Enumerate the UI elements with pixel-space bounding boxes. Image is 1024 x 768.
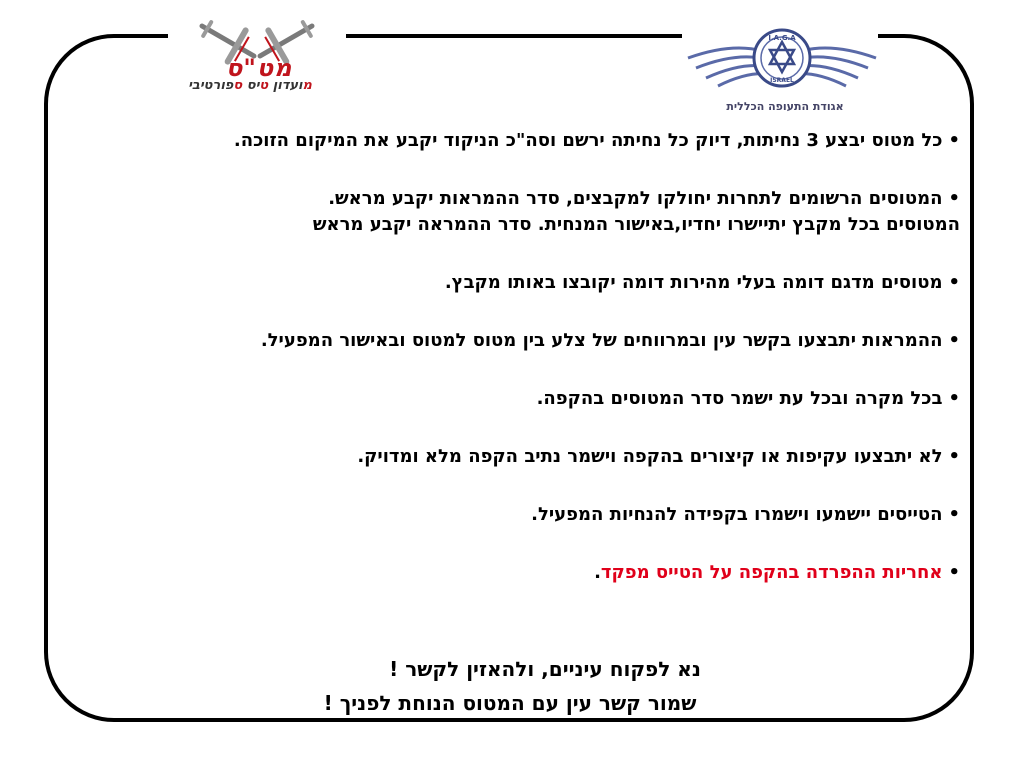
rule-text: ההמראות יתבצעו בקשר עין ובמרווחים של צלע בין מטוס למטוס ובאישור המפעיל. — [260, 330, 943, 351]
closing-line-2: שמור קשר עין עם המטוס הנוחת לפניך ! — [323, 691, 697, 715]
rule-item-5 — [60, 386, 960, 412]
rule-text-emphasis: אחריות ההפרדה בהקפה על הטייס מפקד — [600, 562, 943, 583]
bullet-icon: • — [948, 272, 960, 293]
bullet-icon: • — [948, 188, 960, 209]
rule-text: לא יתבצעו עקיפות או קיצורים בהקפה וישמר נתיב הקפה מלא ומדויק. — [357, 446, 943, 467]
rules-list — [60, 128, 960, 618]
wings-badge-icon — [684, 18, 880, 102]
rule-text: הטייסים יישמעו וישמרו בקפידה להנחיות המפעיל. — [531, 504, 943, 525]
metas-club-logo — [172, 18, 342, 108]
bullet-icon: • — [948, 504, 960, 525]
rule-text: כל מטוס יבצע 3 נחיתות, דיוק כל נחיתה ירשם וסה"כ הניקוד יקבע את המיקום הזוכה. — [233, 130, 943, 151]
bullet-icon: • — [948, 562, 960, 583]
rule-item-3 — [60, 270, 960, 296]
rule-item-4 — [60, 328, 960, 354]
club-logo-subtitle — [172, 78, 328, 93]
badge-bottom-text: ISRAEL — [770, 77, 794, 84]
rule-text: המטוסים הרשומים לתחרות יחולקו למקבצים, סדר ההמראות יקבע מראש. — [328, 188, 943, 209]
club-subtitle-word-1: ועדון — [268, 78, 303, 93]
club-subtitle-word-3: פורטיבי — [188, 78, 234, 93]
club-subtitle-initial-3: ס — [233, 78, 243, 93]
rule-text-period: . — [594, 562, 601, 583]
bullet-icon: • — [948, 130, 960, 151]
club-subtitle-initial-2: ט — [259, 78, 269, 93]
bullet-icon: • — [948, 446, 960, 467]
club-logo-title: מט"ס — [226, 54, 293, 82]
bullet-icon: • — [948, 330, 960, 351]
badge-top-text: I.A.G.A — [768, 34, 796, 42]
bullet-icon: • — [948, 388, 960, 409]
rule-item-2 — [60, 186, 960, 238]
rule-text: בכל מקרה ובכל עת ישמר סדר המטוסים בהקפה. — [536, 388, 943, 409]
iaga-winged-logo — [684, 18, 880, 122]
club-subtitle-initial-1: מ — [302, 78, 312, 93]
club-subtitle-word-2: יס — [242, 78, 260, 93]
iaga-caption: אגודת התעופה הכללית — [726, 100, 844, 113]
rule-item-6 — [60, 444, 960, 470]
rule-item-8 — [60, 560, 960, 586]
rule-text: מטוסים מדגם דומה בעלי מהירות דומה יקובצו באותו מקבץ. — [444, 272, 943, 293]
closing-line-1: נא לפקוח עיניים, ולהאזין לקשר ! — [389, 657, 701, 681]
closing-reminder — [60, 652, 960, 720]
rule-item-1 — [60, 128, 960, 154]
rule-item-7 — [60, 502, 960, 528]
rule-text-continuation: המטוסים בכל מקבץ יתיישרו יחדיו,באישור המנחית. סדר ההמראה יקבע מראש — [312, 214, 960, 235]
